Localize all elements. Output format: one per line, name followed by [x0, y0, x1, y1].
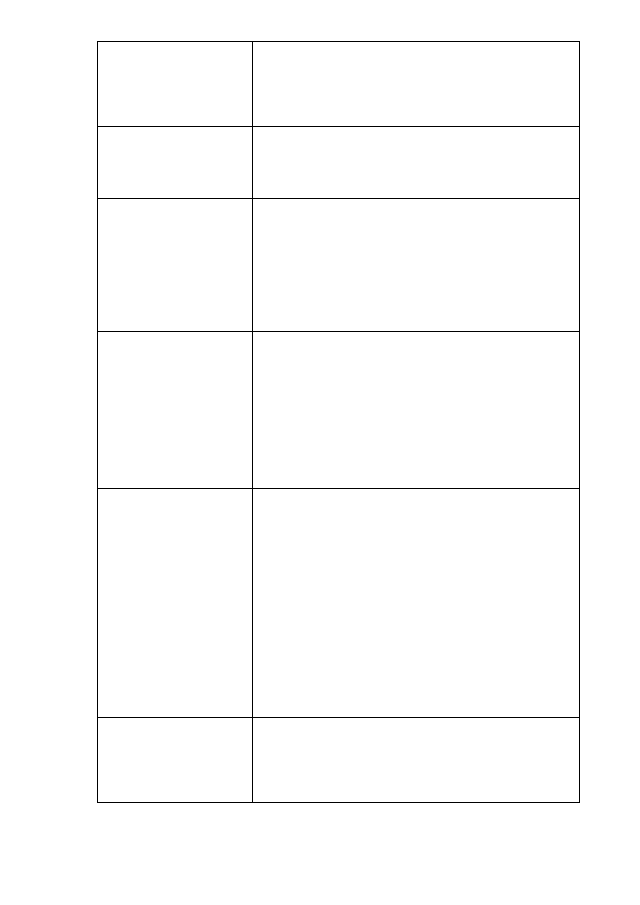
table-row-top — [98, 42, 253, 803]
curriculum-table — [97, 41, 580, 803]
cell-mdk-empty — [98, 126, 253, 198]
cell-code-empty — [98, 718, 253, 803]
cell-content-top — [98, 488, 253, 718]
cell-hours-max-empty — [98, 331, 253, 488]
cell-competence-pm04 — [253, 42, 580, 127]
cell-code-pm04 — [253, 718, 580, 803]
cell-content-pm04 — [253, 488, 580, 718]
table-row-pm04 — [253, 42, 580, 803]
cell-mdk-pm04 — [253, 126, 580, 198]
cell-hours-pm04 — [253, 199, 580, 332]
cell-competence-empty — [98, 42, 253, 127]
cell-hours-max-pm04 — [253, 331, 580, 488]
cell-hours-empty — [98, 199, 253, 332]
